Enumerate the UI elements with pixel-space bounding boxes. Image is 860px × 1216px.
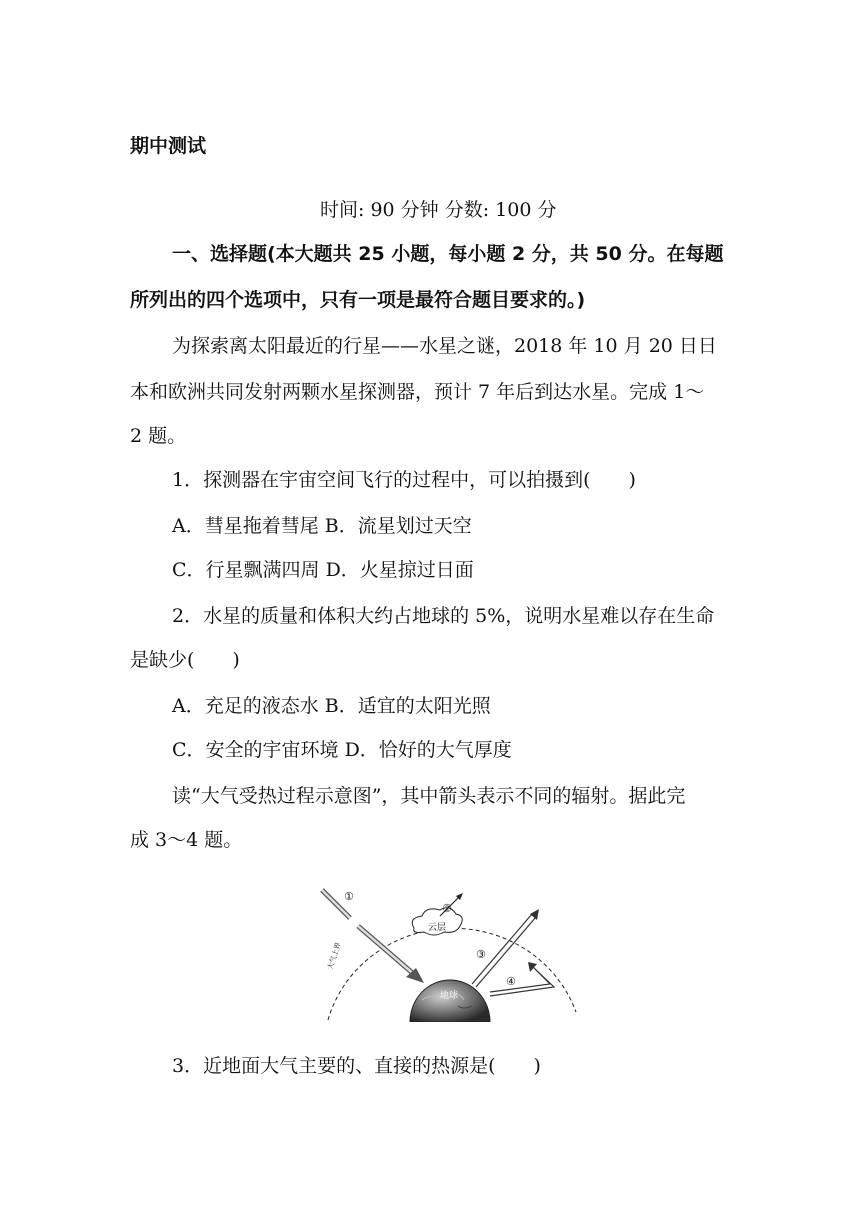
label-4: ④ (506, 975, 516, 988)
question-1-options-cd: C．行星飘满四周 D．火星掠过日面 (172, 559, 474, 581)
question-2-stem-line2: 是缺少( ) (130, 649, 240, 671)
label-3: ③ (476, 948, 486, 961)
atmosphere-label: 大气上界 (326, 941, 343, 971)
atmosphere-heating-diagram (318, 882, 580, 1022)
earth-label: 地球 (440, 991, 459, 1001)
label-1: ① (344, 890, 354, 903)
question-2-options-ab: A．充足的液态水 B．适宜的太阳光照 (172, 695, 491, 717)
question-2-stem-line1: 2．水星的质量和体积大约占地球的 5%，说明水星难以存在生命 (172, 605, 715, 627)
question-3-stem: 3．近地面大气主要的、直接的热源是( ) (172, 1055, 541, 1077)
section-heading-line1: 一、选择题(本大题共 25 小题，每小题 2 分，共 50 分。在每题 (172, 243, 724, 265)
solar-radiation-arrow (322, 890, 424, 983)
passage2-line2: 成 3～4 题。 (130, 829, 243, 851)
cloud-label: 云层 (428, 923, 447, 933)
section-heading-line2: 所列出的四个选项中，只有一项是最符合题目要求的。) (130, 289, 586, 311)
question-2-options-cd: C．安全的宇宙环境 D．恰好的大气厚度 (172, 739, 512, 761)
passage2-line1: 读“大气受热过程示意图”，其中箭头表示不同的辐射。据此完 (172, 785, 686, 807)
passage1-line1: 为探索离太阳最近的行星——水星之谜，2018 年 10 月 20 日日 (172, 335, 717, 357)
earth-globe (410, 980, 490, 1022)
exam-meta: 时间: 90 分钟 分数: 100 分 (320, 199, 557, 221)
passage1-line2: 本和欧洲共同发射两颗水星探测器，预计 7 年后到达水星。完成 1～ (130, 381, 705, 403)
question-1-stem: 1．探测器在宇宙空间飞行的过程中，可以拍摄到( ) (172, 469, 636, 491)
counter-radiation-arrow (490, 962, 554, 996)
diagram-svg (318, 882, 580, 1022)
label-2: ② (442, 902, 452, 915)
passage1-line3: 2 题。 (130, 425, 187, 447)
question-1-options-ab: A．彗星拖着彗尾 B．流星划过天空 (172, 515, 472, 537)
page-title: 期中测试 (130, 135, 207, 157)
